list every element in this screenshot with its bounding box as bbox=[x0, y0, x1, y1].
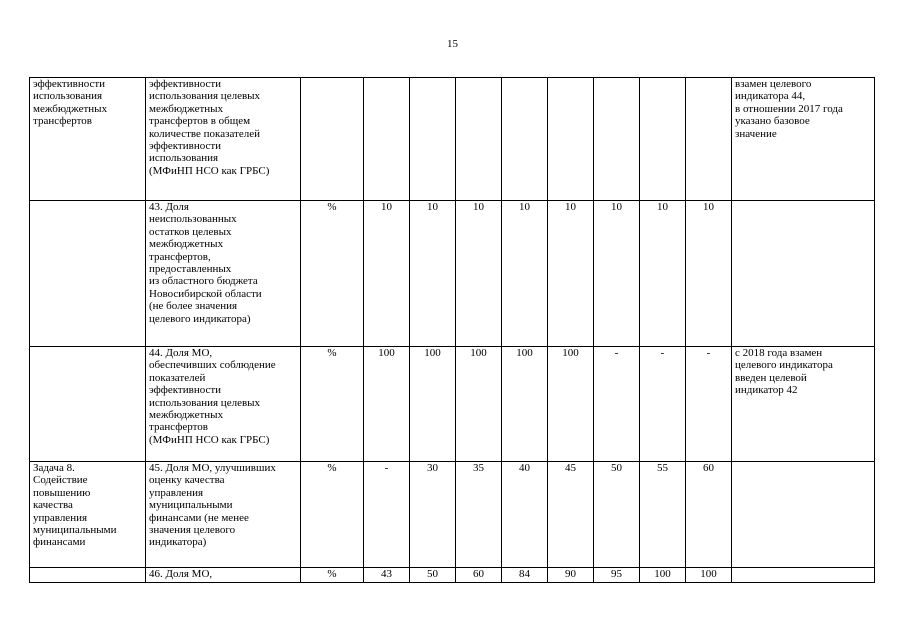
value-cell bbox=[364, 78, 410, 201]
value-cell: 60 bbox=[686, 462, 732, 568]
value-cell: 43 bbox=[364, 568, 410, 583]
value-cell: 30 bbox=[410, 462, 456, 568]
indicator-cell: эффективности использования целевых межбюджетных трансфертов в общем количестве показателей эффективности использования (МФиНП НСО как ГРБС) bbox=[146, 78, 301, 201]
task-cell bbox=[30, 568, 146, 583]
indicator-cell: 45. Доля МО, улучшивших оценку качества управления муниципальными финансами (не менее значения целевого индикатора) bbox=[146, 462, 301, 568]
value-cell bbox=[456, 78, 502, 201]
note-cell bbox=[732, 568, 875, 583]
value-cell: 50 bbox=[410, 568, 456, 583]
value-cell: - bbox=[594, 347, 640, 462]
value-cell: 84 bbox=[502, 568, 548, 583]
note-cell bbox=[732, 462, 875, 568]
unit-cell: % bbox=[301, 347, 364, 462]
task-cell bbox=[30, 347, 146, 462]
indicator-cell: 46. Доля МО, bbox=[146, 568, 301, 583]
value-cell: 10 bbox=[502, 201, 548, 347]
value-cell: 60 bbox=[456, 568, 502, 583]
value-cell: 100 bbox=[410, 347, 456, 462]
value-cell bbox=[410, 78, 456, 201]
value-cell: 100 bbox=[548, 347, 594, 462]
value-cell: 10 bbox=[594, 201, 640, 347]
indicator-table bbox=[29, 77, 875, 583]
value-cell: 10 bbox=[456, 201, 502, 347]
value-cell: 95 bbox=[594, 568, 640, 583]
table-row bbox=[30, 568, 875, 583]
value-cell: 100 bbox=[640, 568, 686, 583]
value-cell: 10 bbox=[364, 201, 410, 347]
value-cell bbox=[548, 78, 594, 201]
value-cell bbox=[594, 78, 640, 201]
indicator-cell: 44. Доля МО, обеспечивших соблюдение показателей эффективности использования целевых межбюджетных трансфертов (МФиНП НСО как ГРБС) bbox=[146, 347, 301, 462]
page-number: 15 bbox=[447, 38, 458, 50]
task-cell bbox=[30, 201, 146, 347]
value-cell: 45 bbox=[548, 462, 594, 568]
value-cell: 50 bbox=[594, 462, 640, 568]
table-row bbox=[30, 462, 875, 568]
unit-cell: % bbox=[301, 462, 364, 568]
value-cell bbox=[640, 78, 686, 201]
value-cell: - bbox=[686, 347, 732, 462]
value-cell: 10 bbox=[686, 201, 732, 347]
value-cell: 90 bbox=[548, 568, 594, 583]
note-cell: взамен целевого индикатора 44, в отношении 2017 года указано базовое значение bbox=[732, 78, 875, 201]
value-cell: 100 bbox=[502, 347, 548, 462]
task-cell: эффективности использования межбюджетных трансфертов bbox=[30, 78, 146, 201]
value-cell: 10 bbox=[548, 201, 594, 347]
value-cell: 10 bbox=[410, 201, 456, 347]
unit-cell: % bbox=[301, 568, 364, 583]
task-cell: Задача 8. Содействие повышению качества управления муниципальными финансами bbox=[30, 462, 146, 568]
value-cell: - bbox=[364, 462, 410, 568]
unit-cell: % bbox=[301, 201, 364, 347]
note-cell: с 2018 года взамен целевого индикатора введен целевой индикатор 42 bbox=[732, 347, 875, 462]
value-cell: 35 bbox=[456, 462, 502, 568]
table-row bbox=[30, 78, 875, 201]
value-cell: 55 bbox=[640, 462, 686, 568]
unit-cell bbox=[301, 78, 364, 201]
value-cell: 10 bbox=[640, 201, 686, 347]
value-cell: 100 bbox=[456, 347, 502, 462]
indicator-cell: 43. Доля неиспользованных остатков целевых межбюджетных трансфертов, предоставленных из областного бюджета Новосибирской области (не более значения целевого индикатора) bbox=[146, 201, 301, 347]
note-cell bbox=[732, 201, 875, 347]
table-row bbox=[30, 347, 875, 462]
value-cell: - bbox=[640, 347, 686, 462]
value-cell: 100 bbox=[364, 347, 410, 462]
value-cell bbox=[686, 78, 732, 201]
value-cell: 100 bbox=[686, 568, 732, 583]
value-cell bbox=[502, 78, 548, 201]
table-row bbox=[30, 201, 875, 347]
value-cell: 40 bbox=[502, 462, 548, 568]
